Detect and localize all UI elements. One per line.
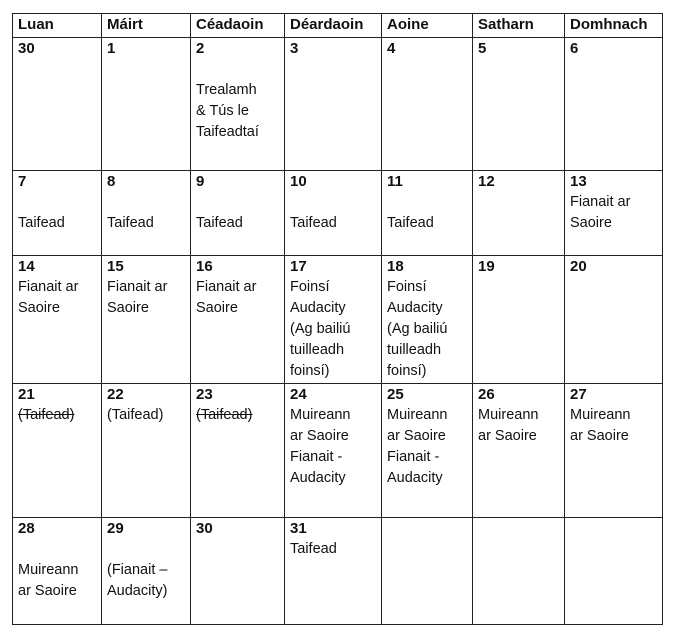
day-cell	[382, 171, 473, 256]
header-friday: Aoine	[382, 14, 473, 38]
day-number: 14	[18, 258, 35, 275]
day-note: Muireann ar Saoire	[18, 562, 79, 599]
day-note: Trealamh & Tús le Taifeadtaí	[196, 82, 259, 140]
header-tuesday: Máirt	[102, 14, 191, 38]
day-cell	[102, 38, 191, 171]
week-row	[13, 171, 663, 256]
day-note: Taifead	[18, 215, 65, 231]
day-cell	[102, 518, 191, 625]
day-number: 28	[18, 520, 35, 537]
day-note: Muireann ar Saoire Fianait - Audacity	[290, 407, 351, 486]
day-note: Fianait ar Saoire	[107, 279, 168, 316]
day-number: 17	[290, 258, 307, 275]
day-number: 5	[478, 40, 487, 57]
header-monday: Luan	[13, 14, 102, 38]
day-note: (Fianait – Audacity)	[107, 562, 168, 599]
day-cell	[191, 38, 285, 171]
day-note: Taifead	[196, 215, 243, 231]
day-note: Fianait ar Saoire	[196, 279, 257, 316]
day-cell	[382, 38, 473, 171]
day-spacer	[18, 539, 96, 560]
day-note: Taifead	[290, 541, 337, 557]
day-number: 25	[387, 386, 404, 403]
day-cell	[473, 518, 565, 625]
day-cell	[13, 384, 102, 518]
day-number: 30	[196, 520, 213, 537]
day-number: 12	[478, 173, 495, 190]
day-number: 11	[387, 173, 403, 190]
day-cell	[13, 518, 102, 625]
day-number: 10	[290, 173, 307, 190]
day-number: 6	[570, 40, 579, 57]
day-note: Muireann ar Saoire	[570, 407, 631, 444]
day-spacer	[290, 192, 376, 213]
week-row	[13, 38, 663, 171]
day-note: (Taifead)	[18, 407, 75, 423]
day-number: 7	[18, 173, 27, 190]
day-note: Fianait ar Saoire	[18, 279, 79, 316]
day-cell	[285, 518, 382, 625]
day-cell	[473, 256, 565, 384]
day-cell	[102, 171, 191, 256]
day-cell	[191, 384, 285, 518]
header-saturday: Satharn	[473, 14, 565, 38]
day-cell	[285, 384, 382, 518]
day-number: 30	[18, 40, 35, 57]
day-number: 3	[290, 40, 299, 57]
day-spacer	[18, 192, 96, 213]
day-number: 29	[107, 520, 124, 537]
day-spacer	[107, 192, 185, 213]
day-number: 13	[570, 173, 587, 190]
day-cell	[382, 256, 473, 384]
day-note: Muireann ar Saoire Fianait - Audacity	[387, 407, 448, 486]
calendar-table	[12, 13, 663, 625]
day-cell	[473, 38, 565, 171]
day-number: 19	[478, 258, 495, 275]
week-row	[13, 518, 663, 625]
day-number: 24	[290, 386, 307, 403]
day-spacer	[387, 192, 467, 213]
day-cell	[191, 256, 285, 384]
header-thursday: Déardaoin	[285, 14, 382, 38]
day-number: 23	[196, 386, 213, 403]
day-cell	[473, 384, 565, 518]
day-cell	[13, 38, 102, 171]
day-cell	[565, 256, 663, 384]
day-cell	[191, 171, 285, 256]
day-cell	[565, 171, 663, 256]
day-cell	[191, 518, 285, 625]
week-row	[13, 256, 663, 384]
day-note: Muireann ar Saoire	[478, 407, 539, 444]
day-number: 20	[570, 258, 587, 275]
day-note: Foinsí Audacity (Ag bailiú tuilleadh foinsí)	[387, 279, 448, 379]
day-cell	[102, 256, 191, 384]
day-cell	[102, 384, 191, 518]
day-number: 15	[107, 258, 124, 275]
day-note: Taifead	[387, 215, 434, 231]
day-note: (Taifead)	[107, 407, 164, 423]
day-number: 1	[107, 40, 116, 57]
week-row	[13, 384, 663, 518]
day-number: 27	[570, 386, 587, 403]
day-cell	[565, 38, 663, 171]
day-note: Taifead	[107, 215, 154, 231]
day-spacer	[107, 539, 185, 560]
day-cell	[565, 518, 663, 625]
day-number: 16	[196, 258, 213, 275]
day-cell	[382, 384, 473, 518]
day-number: 8	[107, 173, 116, 190]
day-cell	[473, 171, 565, 256]
day-cell	[565, 384, 663, 518]
day-note: (Taifead)	[196, 407, 253, 423]
day-note: Taifead	[290, 215, 337, 231]
day-cell	[285, 38, 382, 171]
day-number: 2	[196, 40, 205, 57]
day-spacer	[196, 192, 279, 213]
day-cell	[285, 171, 382, 256]
day-note: Foinsí Audacity (Ag bailiú tuilleadh foinsí)	[290, 279, 351, 379]
day-spacer	[196, 59, 279, 80]
header-row	[13, 14, 663, 38]
header-wednesday: Céadaoin	[191, 14, 285, 38]
day-number: 18	[387, 258, 404, 275]
day-number: 26	[478, 386, 495, 403]
day-number: 9	[196, 173, 205, 190]
day-cell	[13, 256, 102, 384]
day-number: 22	[107, 386, 124, 403]
day-number: 31	[290, 520, 307, 537]
day-cell	[382, 518, 473, 625]
day-number: 4	[387, 40, 396, 57]
header-sunday: Domhnach	[565, 14, 663, 38]
day-number: 21	[18, 386, 35, 403]
day-note: Fianait ar Saoire	[570, 194, 631, 231]
day-cell	[13, 171, 102, 256]
day-cell	[285, 256, 382, 384]
